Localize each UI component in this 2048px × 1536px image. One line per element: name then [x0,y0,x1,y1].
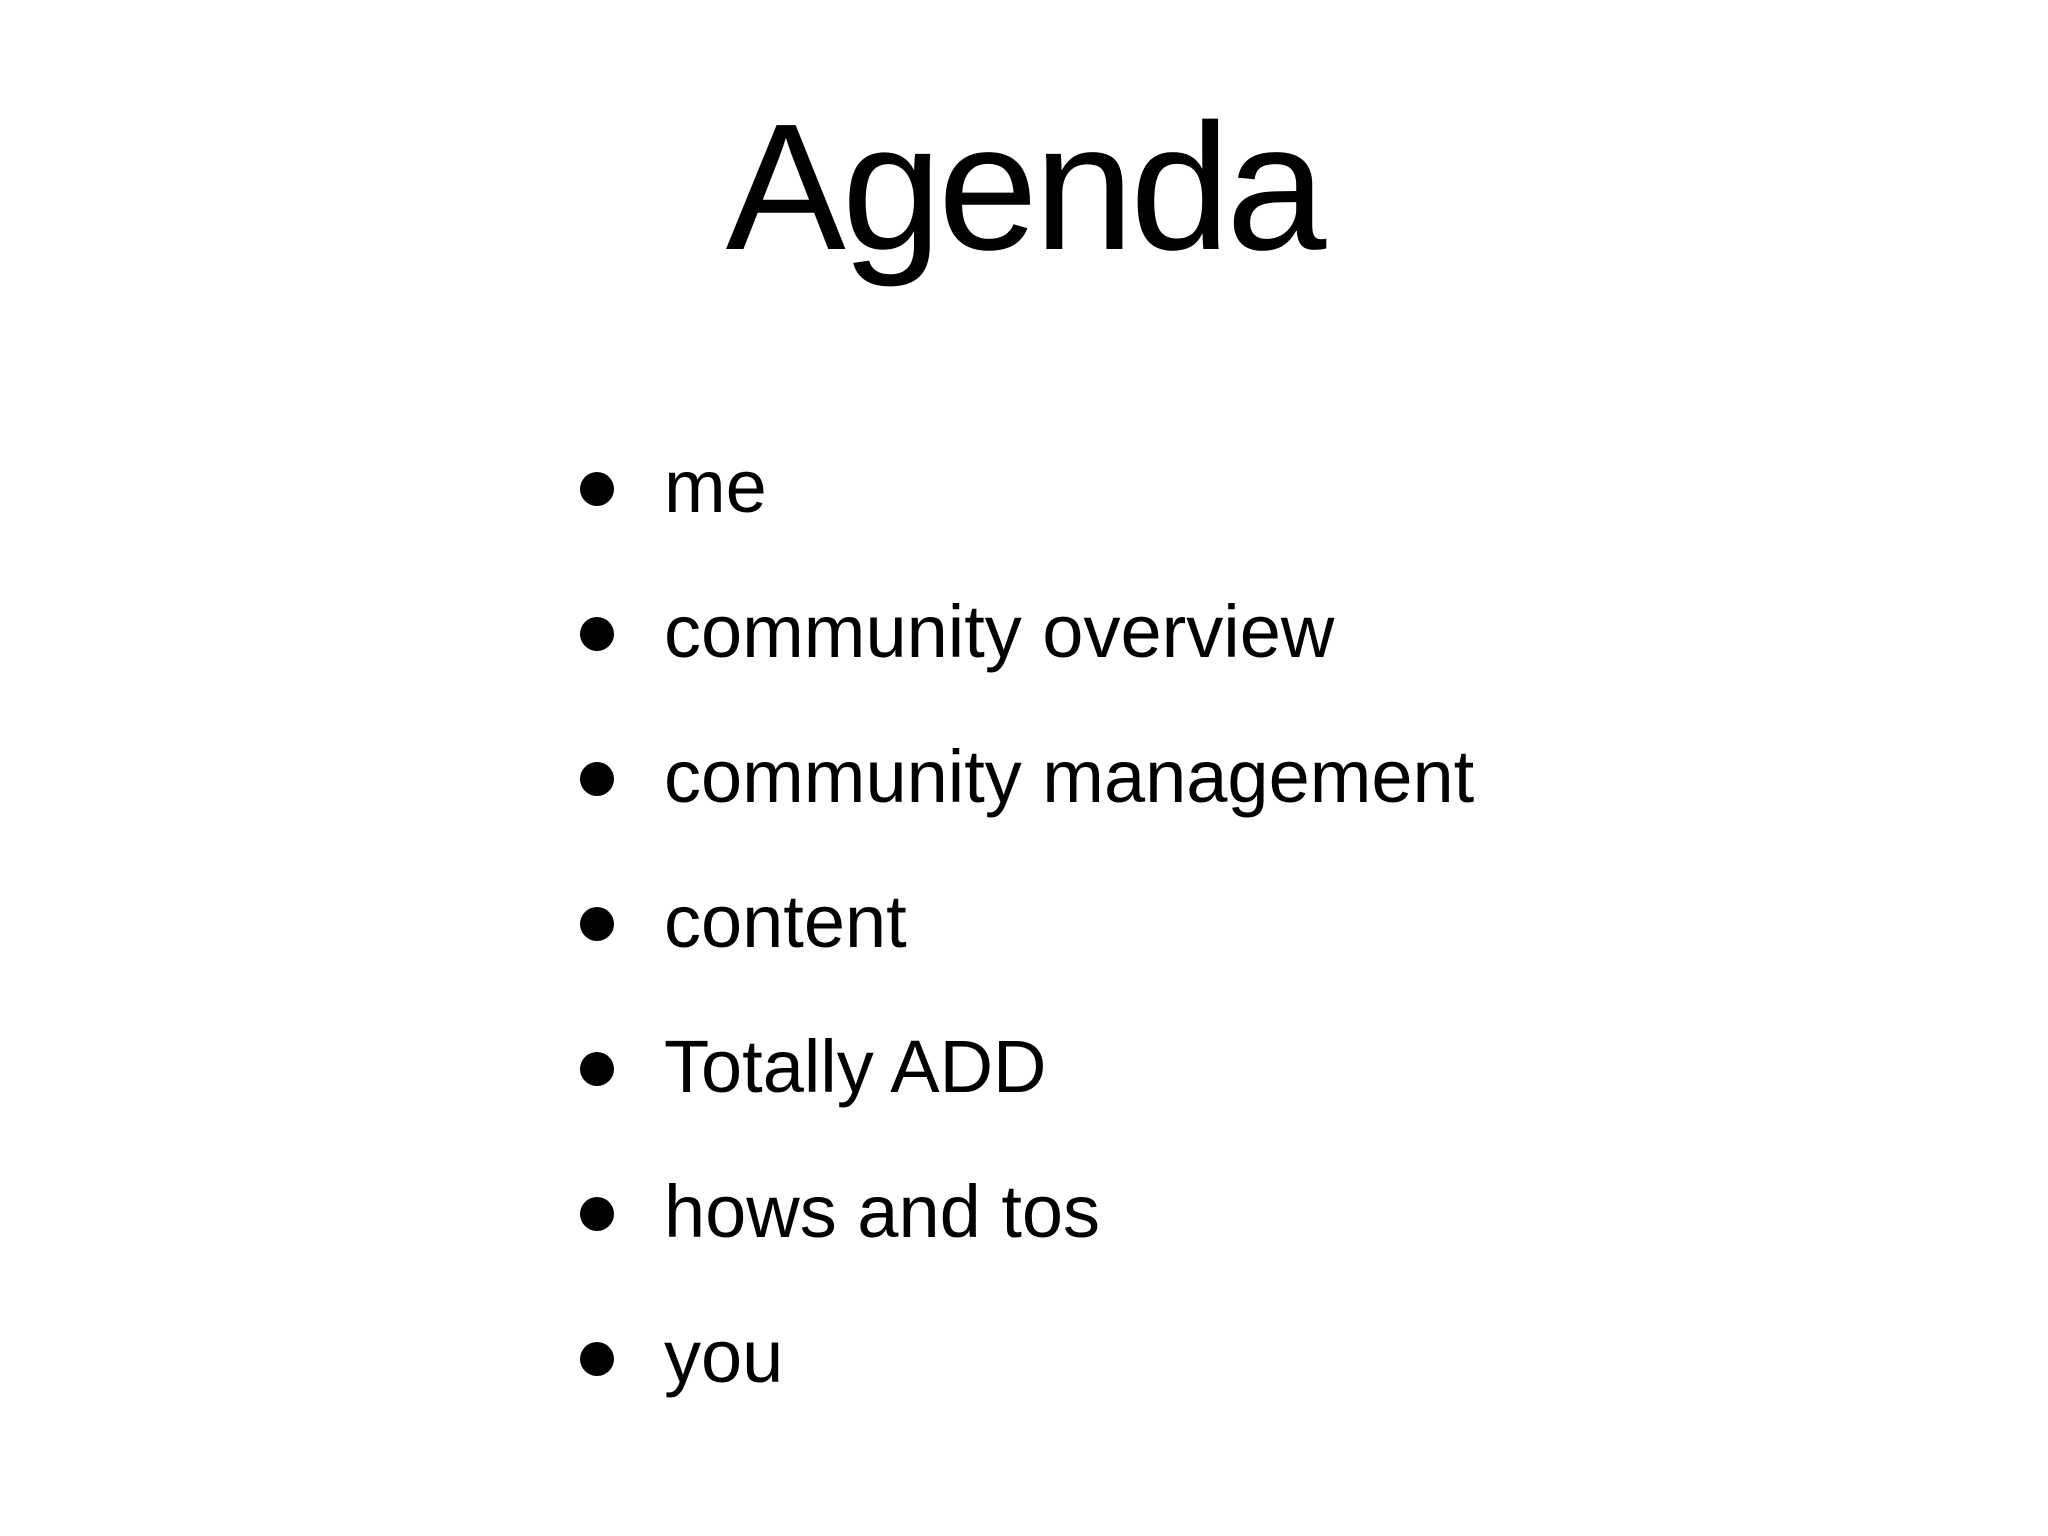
agenda-item [580,849,1474,994]
bullet-icon [580,617,614,651]
agenda-item-label: community management [664,734,1475,818]
agenda-item [580,1284,1474,1429]
slide-title: Agenda [725,87,1323,288]
bullet-icon [580,1197,614,1231]
bullet-icon [580,472,614,506]
agenda-item [580,994,1474,1139]
agenda-item [580,1139,1474,1284]
agenda-item-label: content [664,879,907,963]
agenda-item-label: me [664,444,767,528]
agenda-item-label: community overview [664,589,1335,673]
bullet-icon [580,907,614,941]
agenda-item [580,559,1474,704]
agenda-item-label: you [664,1314,784,1398]
bullet-icon [580,1342,614,1376]
agenda-list [580,414,1474,1429]
agenda-item [580,704,1474,849]
bullet-icon [580,762,614,796]
agenda-item-label: hows and tos [664,1169,1101,1253]
agenda-item-label: Totally ADD [664,1024,1047,1108]
agenda-item [580,414,1474,559]
bullet-icon [580,1052,614,1086]
